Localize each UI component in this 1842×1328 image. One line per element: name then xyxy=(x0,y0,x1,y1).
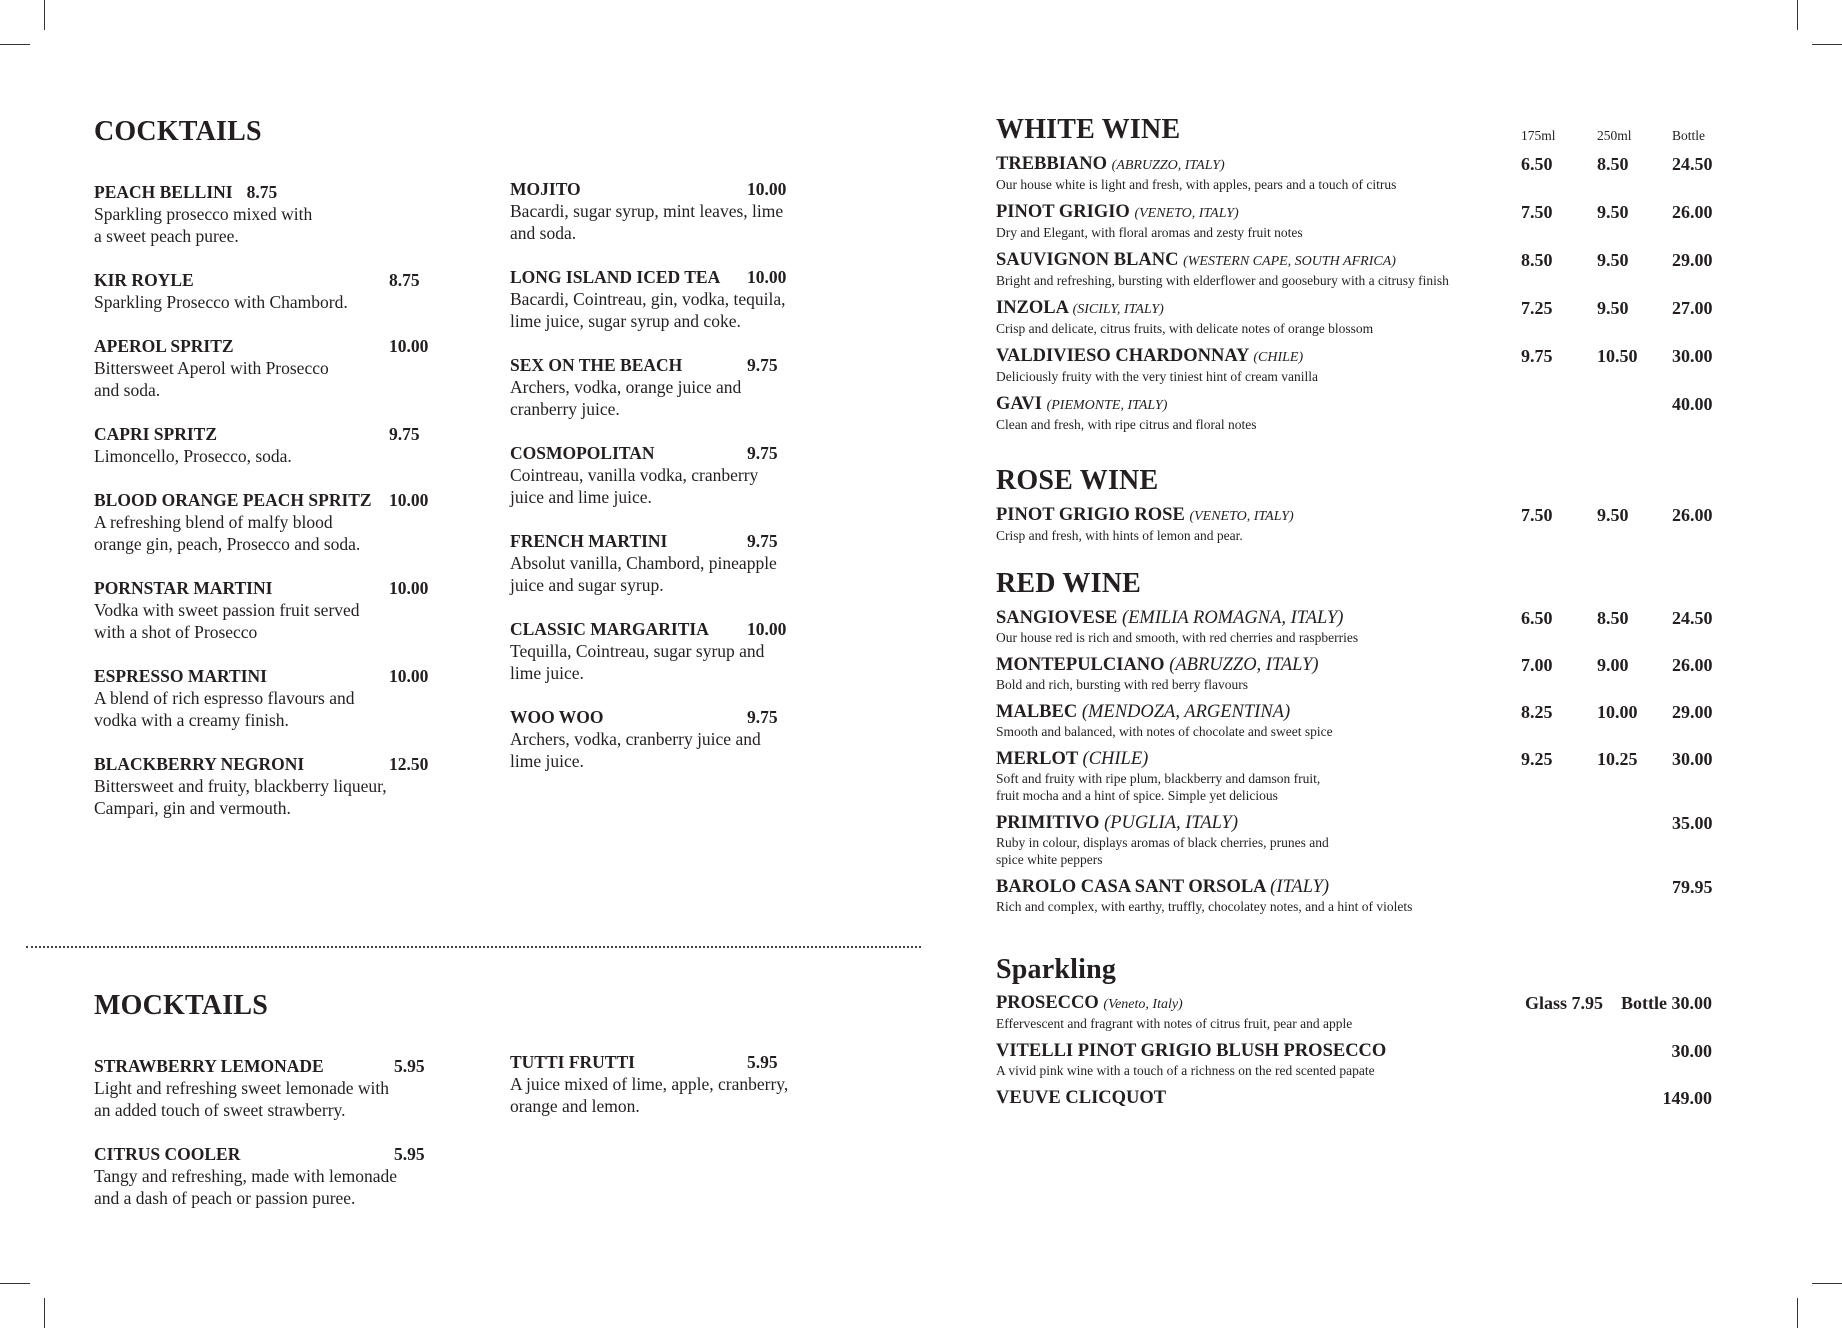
wine-region: (MENDOZA, ARGENTINA) xyxy=(1081,702,1291,722)
wine-region: (VENETO, ITALY) xyxy=(1134,206,1239,221)
menu-item xyxy=(94,1055,494,1121)
wine-price: 26.00 xyxy=(1672,505,1713,525)
menu-item xyxy=(510,354,910,420)
item-description: Cointreau, vanilla vodka, cranberry juice and lime juice. xyxy=(510,465,759,507)
wine-price: 8.25 xyxy=(1521,702,1553,722)
item-description: A refreshing blend of malfy blood orange gin, peach, Prosecco and soda. xyxy=(94,512,361,554)
wine-item xyxy=(996,505,1716,544)
wine-region: (PUGLIA, ITALY) xyxy=(1104,813,1239,833)
wine-name: INZOLA xyxy=(996,298,1068,318)
item-name-row xyxy=(510,618,910,640)
wine-description: Smooth and balanced, with notes of chocolate and sweet spice xyxy=(996,724,1333,739)
wine-description: Crisp and fresh, with hints of lemon and pear. xyxy=(996,528,1243,543)
menu-item xyxy=(94,665,494,731)
wine-price: 7.50 xyxy=(1521,505,1553,525)
wine-price: 26.00 xyxy=(1672,202,1713,222)
wine-price: 7.25 xyxy=(1521,298,1553,318)
wine-price: 9.00 xyxy=(1597,655,1629,675)
menu-item xyxy=(510,1051,910,1117)
item-name-row xyxy=(94,1143,494,1165)
item-name-row xyxy=(94,335,494,357)
wine-description: Clean and fresh, with ripe citrus and floral notes xyxy=(996,417,1257,432)
item-name: SEX ON THE BEACH xyxy=(510,355,683,375)
wine-region: (PIEMONTE, ITALY) xyxy=(1046,398,1168,413)
item-name-row xyxy=(510,178,910,200)
wine-price: 9.50 xyxy=(1597,505,1629,525)
wine-item xyxy=(996,154,1716,193)
item-price: 10.00 xyxy=(747,619,787,639)
wine-name: MERLOT xyxy=(996,749,1078,769)
item-name: APEROL SPRITZ xyxy=(94,336,234,356)
item-description: Archers, vodka, orange juice and cranberry juice. xyxy=(510,377,742,419)
item-name-row xyxy=(510,266,910,288)
wine-price: 9.50 xyxy=(1597,202,1629,222)
wine-price: 30.00 xyxy=(1671,1041,1712,1061)
item-name: BLOOD ORANGE PEACH SPRITZ xyxy=(94,490,372,510)
item-description: Vodka with sweet passion fruit served with a shot of Prosecco xyxy=(94,600,360,642)
menu-item xyxy=(94,181,494,247)
crop-mark xyxy=(1797,0,1798,30)
item-description: Bacardi, sugar syrup, mint leaves, lime and soda. xyxy=(510,201,784,243)
wine-item xyxy=(996,346,1716,385)
wine-region: (CHILE) xyxy=(1253,350,1304,365)
item-name-row xyxy=(94,1055,494,1077)
item-price: 10.00 xyxy=(389,578,429,598)
wine-description: Soft and fruity with ripe plum, blackberry and damson fruit, fruit mocha and a hint of spice. Simple yet delicious xyxy=(996,771,1321,803)
mocktails-heading: MOCKTAILS xyxy=(94,990,268,1021)
cocktails-column-2 xyxy=(510,178,910,794)
red-wine-heading: RED WINE xyxy=(996,568,1142,599)
wine-price: 30.00 xyxy=(1672,346,1713,366)
wine-name: MALBEC xyxy=(996,702,1078,722)
item-description: Tequilla, Cointreau, sugar syrup and lime juice. xyxy=(510,641,765,683)
column-header-175ml: 175ml xyxy=(1521,128,1556,143)
item-price: 9.75 xyxy=(747,531,778,551)
wine-name-row xyxy=(996,877,1716,898)
crop-mark xyxy=(1797,1298,1798,1328)
wine-item xyxy=(996,813,1716,868)
item-name-row xyxy=(94,753,494,775)
wine-price: 29.00 xyxy=(1672,250,1713,270)
wine-name: SANGIOVESE xyxy=(996,608,1118,628)
wine-item xyxy=(996,877,1716,915)
item-price: 10.00 xyxy=(389,336,429,356)
wine-description: Effervescent and fragrant with notes of citrus fruit, pear and apple xyxy=(996,1016,1353,1031)
item-name: COSMOPOLITAN xyxy=(510,443,655,463)
item-description: Bittersweet Aperol with Prosecco and soda. xyxy=(94,358,329,400)
wine-item xyxy=(996,394,1716,433)
item-name-row xyxy=(94,269,494,291)
wine-price: 9.75 xyxy=(1521,346,1553,366)
wine-description: Ruby in colour, displays aromas of black cherries, prunes and spice white peppers xyxy=(996,835,1329,867)
wine-name-row xyxy=(996,394,1716,416)
wine-name: PINOT GRIGIO xyxy=(996,202,1130,222)
crop-mark xyxy=(0,1283,30,1284)
column-header-bottle: Bottle xyxy=(1672,128,1705,143)
red-wine-list xyxy=(996,608,1716,924)
cocktails-heading: COCKTAILS xyxy=(94,116,262,147)
item-price: 9.75 xyxy=(747,707,778,727)
wine-name: BAROLO CASA SANT ORSOLA xyxy=(996,877,1266,897)
wine-price: 24.50 xyxy=(1672,154,1713,174)
menu-item xyxy=(94,753,494,819)
item-name: TUTTI FRUTTI xyxy=(510,1052,635,1072)
wine-price: 9.50 xyxy=(1597,250,1629,270)
crop-mark xyxy=(44,0,45,30)
menu-item xyxy=(94,577,494,643)
item-price: 10.00 xyxy=(747,179,787,199)
wine-description: Dry and Elegant, with floral aromas and zesty fruit notes xyxy=(996,225,1303,240)
item-name: STRAWBERRY LEMONADE xyxy=(94,1056,324,1076)
item-description: Archers, vodka, cranberry juice and lime juice. xyxy=(510,729,761,771)
wine-name-row xyxy=(996,813,1716,834)
wine-price: 10.00 xyxy=(1597,702,1638,722)
item-description: Bacardi, Cointreau, gin, vodka, tequila, lime juice, sugar syrup and coke. xyxy=(510,289,786,331)
item-price: 5.95 xyxy=(747,1052,778,1072)
item-description: Sparkling prosecco mixed with a sweet peach puree. xyxy=(94,204,313,246)
wine-description: Our house white is light and fresh, with apples, pears and a touch of citrus xyxy=(996,177,1397,192)
section-divider xyxy=(26,946,921,948)
wine-price: 29.00 xyxy=(1672,702,1713,722)
column-header-250ml: 250ml xyxy=(1597,128,1632,143)
wine-name: MONTEPULCIANO xyxy=(996,655,1165,675)
wine-item xyxy=(996,250,1716,289)
menu-item xyxy=(510,178,910,244)
wine-item xyxy=(996,298,1716,337)
crop-mark xyxy=(0,44,30,45)
wine-description: A vivid pink wine with a touch of a richness on the red scented papate xyxy=(996,1063,1375,1078)
wine-price: 8.50 xyxy=(1597,608,1629,628)
wine-price: 27.00 xyxy=(1672,298,1713,318)
item-name-row xyxy=(94,665,494,687)
item-price: 5.95 xyxy=(394,1144,425,1164)
wine-name: PINOT GRIGIO ROSE xyxy=(996,505,1185,525)
sparkling-list xyxy=(996,993,1716,1118)
wine-price: 79.95 xyxy=(1672,877,1713,897)
item-name-row xyxy=(510,354,910,376)
wine-name: TREBBIANO xyxy=(996,154,1108,174)
mocktails-column-2 xyxy=(510,1051,910,1139)
item-name: PORNSTAR MARTINI xyxy=(94,578,273,598)
wine-name-row xyxy=(996,1088,1716,1109)
item-name: KIR ROYLE xyxy=(94,270,194,290)
wine-price: 10.25 xyxy=(1597,749,1638,769)
wine-price: 8.50 xyxy=(1521,250,1553,270)
item-description: Light and refreshing sweet lemonade with an added touch of sweet strawberry. xyxy=(94,1078,389,1120)
rose-wine-list xyxy=(996,505,1716,553)
wine-item xyxy=(996,608,1716,646)
item-name: CLASSIC MARGARITIA xyxy=(510,619,709,639)
wine-name: VEUVE CLICQUOT xyxy=(996,1088,1167,1108)
crop-mark xyxy=(44,1298,45,1328)
wine-region: (ABRUZZO, ITALY) xyxy=(1169,655,1319,675)
item-name: LONG ISLAND ICED TEA xyxy=(510,267,721,287)
wine-name: SAUVIGNON BLANC xyxy=(996,250,1179,270)
item-name: BLACKBERRY NEGRONI xyxy=(94,754,305,774)
item-name-row xyxy=(510,706,910,728)
wine-price: 6.50 xyxy=(1521,608,1553,628)
item-description: Limoncello, Prosecco, soda. xyxy=(94,446,292,466)
item-name: CAPRI SPRITZ xyxy=(94,424,218,444)
crop-mark xyxy=(1812,1283,1842,1284)
cocktails-column-1 xyxy=(94,181,494,841)
item-description: A blend of rich espresso flavours and vodka with a creamy finish. xyxy=(94,688,355,730)
item-description: Sparkling Prosecco with Chambord. xyxy=(94,292,348,312)
wine-price: Glass 7.95 Bottle 30.00 xyxy=(1525,993,1712,1013)
item-price: 10.00 xyxy=(389,490,429,510)
wine-price: 24.50 xyxy=(1672,608,1713,628)
wine-item xyxy=(996,655,1716,693)
rose-wine-heading: ROSE WINE xyxy=(996,465,1159,496)
menu-item xyxy=(510,530,910,596)
item-price: 9.75 xyxy=(389,424,420,444)
wine-description: Crisp and delicate, citrus fruits, with delicate notes of orange blossom xyxy=(996,321,1374,336)
item-name: WOO WOO xyxy=(510,707,604,727)
sparkling-heading: Sparkling xyxy=(996,954,1117,985)
wine-region: (Veneto, Italy) xyxy=(1103,997,1183,1012)
item-name: PEACH BELLINI xyxy=(94,182,233,202)
wine-name: PRIMITIVO xyxy=(996,813,1100,833)
menu-item xyxy=(94,423,494,467)
item-price: 9.75 xyxy=(747,443,778,463)
wine-item xyxy=(996,749,1716,804)
wine-item xyxy=(996,1041,1716,1079)
menu-item xyxy=(510,266,910,332)
item-price: 10.00 xyxy=(747,267,787,287)
item-description: A juice mixed of lime, apple, cranberry, orange and lemon. xyxy=(510,1074,789,1116)
menu-item xyxy=(94,269,494,313)
item-description: Bittersweet and fruity, blackberry liqueur, Campari, gin and vermouth. xyxy=(94,776,387,818)
item-name-row xyxy=(510,442,910,464)
wine-region: (ITALY) xyxy=(1270,877,1330,897)
wine-item xyxy=(996,202,1716,241)
wine-price: 30.00 xyxy=(1672,749,1713,769)
menu-item xyxy=(94,335,494,401)
item-name: ESPRESSO MARTINI xyxy=(94,666,267,686)
item-name-row xyxy=(94,489,494,511)
item-price: 9.75 xyxy=(747,355,778,375)
menu-item xyxy=(510,706,910,772)
item-description: Tangy and refreshing, made with lemonade and a dash of peach or passion puree. xyxy=(94,1166,397,1208)
menu-item xyxy=(94,1143,494,1209)
item-price: 5.95 xyxy=(394,1056,425,1076)
item-name: FRENCH MARTINI xyxy=(510,531,668,551)
item-name: MOJITO xyxy=(510,179,581,199)
item-price: 12.50 xyxy=(389,754,429,774)
wine-name: VITELLI PINOT GRIGIO BLUSH PROSECCO xyxy=(996,1041,1387,1061)
item-price: 10.00 xyxy=(389,666,429,686)
wine-item xyxy=(996,1088,1716,1109)
wine-region: (ABRUZZO, ITALY) xyxy=(1111,158,1225,173)
mocktails-column-1 xyxy=(94,1055,494,1231)
wine-region: (SICILY, ITALY) xyxy=(1072,302,1164,317)
wine-description: Bold and rich, bursting with red berry flavours xyxy=(996,677,1248,692)
wine-region: (VENETO, ITALY) xyxy=(1189,509,1294,524)
wine-price: 10.50 xyxy=(1597,346,1638,366)
item-name-row xyxy=(510,530,910,552)
wine-name: PROSECCO xyxy=(996,993,1099,1013)
white-wine-list xyxy=(996,154,1716,442)
wine-price: 6.50 xyxy=(1521,154,1553,174)
wine-price: 7.00 xyxy=(1521,655,1553,675)
menu-item xyxy=(94,489,494,555)
wine-name: VALDIVIESO CHARDONNAY xyxy=(996,346,1249,366)
wine-description: Deliciously fruity with the very tiniest hint of cream vanilla xyxy=(996,369,1319,384)
wine-price: 7.50 xyxy=(1521,202,1553,222)
wine-item xyxy=(996,993,1716,1032)
wine-region: (EMILIA ROMAGNA, ITALY) xyxy=(1121,608,1344,628)
wine-price: 9.25 xyxy=(1521,749,1553,769)
wine-price: 40.00 xyxy=(1672,394,1713,414)
item-name-row xyxy=(94,423,494,445)
wine-name: GAVI xyxy=(996,394,1042,414)
wine-description: Our house red is rich and smooth, with red cherries and raspberries xyxy=(996,630,1359,645)
wine-region: (WESTERN CAPE, SOUTH AFRICA) xyxy=(1183,254,1396,269)
item-price: 8.75 xyxy=(389,270,420,290)
crop-mark xyxy=(1812,44,1842,45)
wine-description: Bright and refreshing, bursting with elderflower and goosebury with a citrusy finish xyxy=(996,273,1449,288)
wine-region: (CHILE) xyxy=(1082,749,1149,769)
item-name-row xyxy=(94,577,494,599)
item-name-row xyxy=(94,181,494,203)
wine-price: 149.00 xyxy=(1662,1088,1712,1108)
menu-item xyxy=(510,618,910,684)
wine-name-row xyxy=(996,1041,1716,1062)
wine-price: 26.00 xyxy=(1672,655,1713,675)
white-wine-heading: WHITE WINE xyxy=(996,114,1181,145)
wine-price: 9.50 xyxy=(1597,298,1629,318)
item-description: Absolut vanilla, Chambord, pineapple juice and sugar syrup. xyxy=(510,553,777,595)
wine-price: 8.50 xyxy=(1597,154,1629,174)
item-name-row xyxy=(510,1051,910,1073)
wine-price: 35.00 xyxy=(1672,813,1713,833)
wine-description: Rich and complex, with earthy, truffly, chocolatey notes, and a hint of violets xyxy=(996,899,1413,914)
wine-item xyxy=(996,702,1716,740)
menu-item xyxy=(510,442,910,508)
item-price: 8.75 xyxy=(246,182,278,202)
item-name: CITRUS COOLER xyxy=(94,1144,241,1164)
